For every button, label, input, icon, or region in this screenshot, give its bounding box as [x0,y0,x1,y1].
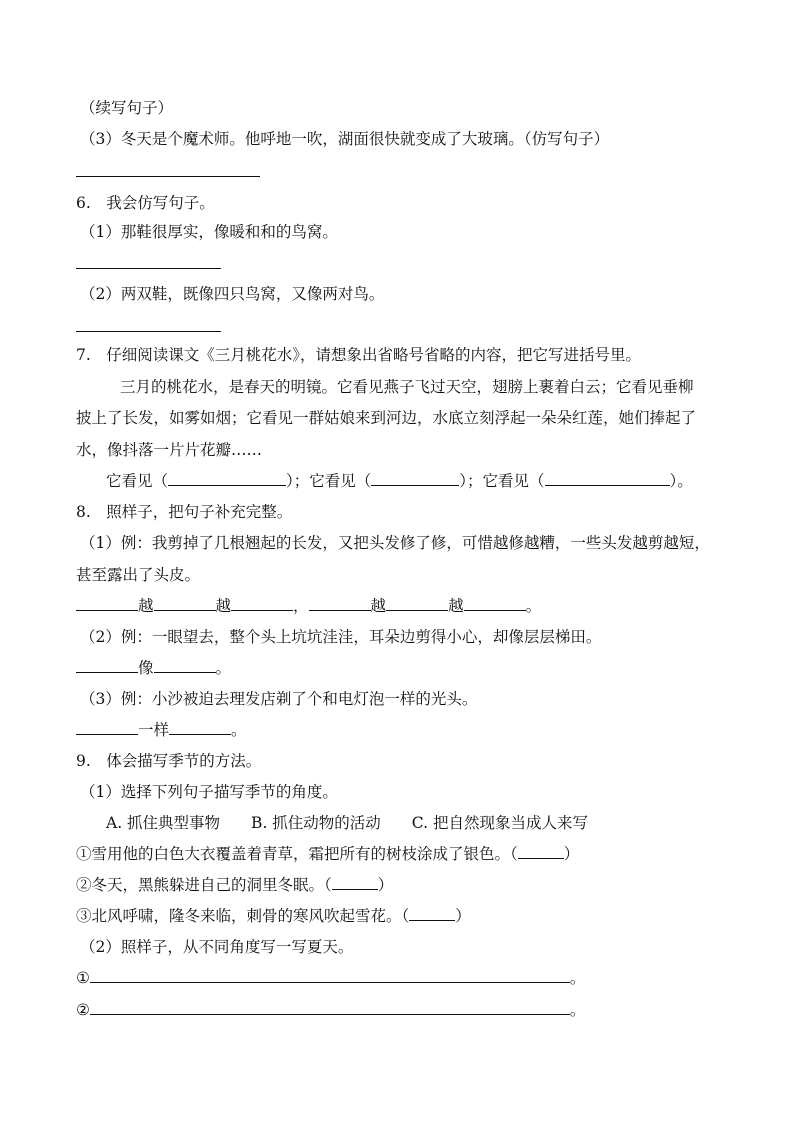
question-5-3: （3）冬天是个魔术师。他呼地一吹，湖面很快就变成了大玻璃。（仿写句子） [80,130,610,148]
answer-line[interactable] [76,176,260,177]
question-8-1-example-cont: 甚至露出了头皮。 [76,566,201,584]
question-8-3-blanks [76,720,247,740]
answer-blank[interactable] [409,906,455,921]
question-9-2-answer-1 [76,968,585,988]
answer-blank[interactable] [231,596,293,611]
question-7-title: 7. 仔细阅读课文《三月桃花水》，请想象出省略号省略的内容，把它写进括号里。 [76,346,642,364]
question-6-2: （2）两双鞋，既像四只鸟窝，又像两对鸟。 [80,285,385,303]
question-9-title: 9. 体会描写季节的方法。 [76,752,262,770]
circled-number: ① [76,969,90,987]
word: 一样 [138,721,170,739]
question-9-item-1 [76,844,579,864]
answer-blank[interactable] [386,596,448,611]
answer-blank[interactable] [464,596,526,611]
word: 越 [448,597,464,615]
circled-number: ② [76,1001,90,1019]
punct: ， [293,597,309,615]
word: 越 [138,597,154,615]
punct: 。 [569,1001,586,1019]
question-6-title: 6. 我会仿写句子。 [76,194,215,212]
question-7-blanks [106,471,693,491]
passage-line: 水，像抖落一片片花瓣…… [76,441,263,459]
passage-line: 披上了长发，如雾如烟；它看见一群姑娘来到河边，水底立刻浮起一朵朵红莲，她们捧起了 [76,409,697,427]
question-9-2-answer-2 [76,1000,585,1020]
item-text: ①雪用他的白色大衣覆盖着青草，霜把所有的树枝涂成了银色。（ [76,845,518,863]
close-paren: ） [563,845,580,863]
punct: 。 [525,597,542,615]
word: 像 [138,659,154,677]
close-paren: ） [455,907,471,925]
blank-prefix: ）；它看见（ [286,472,372,490]
answer-line[interactable] [76,331,221,332]
answer-blank[interactable] [154,596,216,611]
item-text: ②冬天，黑熊躲进自己的洞里冬眠。（ [76,876,332,894]
question-8-2-example: （2）例：一眼望去，整个头上坑坑洼洼，耳朵边剪得小心，却像层层梯田。 [80,628,602,646]
question-9-item-3 [76,906,471,926]
passage-line: 三月的桃花水，是春天的明镜。它看见燕子飞过天空，翅膀上裹着白云；它看见垂柳 [120,378,694,396]
answer-blank[interactable] [545,471,670,486]
question-8-1-blanks [76,596,541,616]
word: 越 [215,597,232,615]
punct: 。 [215,659,232,677]
answer-blank[interactable] [76,658,138,673]
question-8-title: 8. 照样子，把句子补充完整。 [76,503,293,521]
question-9-2: （2）照样子，从不同角度写一写夏天。 [80,938,354,956]
instruction-continue-sentence: （续写句子） [80,99,174,117]
answer-blank[interactable] [90,968,570,983]
item-text: ③北风呼啸，隆冬来临，刺骨的寒风吹起雪花。（ [76,907,410,925]
answer-blank[interactable] [76,596,138,611]
question-9-1: （1）选择下列句子描写季节的角度。 [80,783,338,801]
question-6-1: （1）那鞋很厚实，像暖和和的鸟窝。 [80,223,338,241]
answer-blank[interactable] [90,1000,570,1015]
question-8-1-example: （1）例：我剪掉了几根翘起的长发，又把头发修了修，可惜越修越糟，一些头发越剪越短， [80,534,710,552]
punct: 。 [231,721,247,739]
question-9-options: A. 抓住典型事物 B. 抓住动物的活动 C. 把自然现象当成人来写 [106,814,588,832]
answer-blank[interactable] [76,720,138,735]
answer-blank[interactable] [371,471,459,486]
question-9-item-2 [76,875,393,895]
answer-blank[interactable] [168,471,286,486]
question-8-2-blanks [76,658,231,678]
punct: 。 [569,969,586,987]
question-8-3-example: （3）例：小沙被迫去理发店剃了个和电灯泡一样的光头。 [80,690,478,708]
answer-blank[interactable] [309,596,371,611]
close-paren: ） [377,876,394,894]
word: 越 [370,597,387,615]
answer-blank[interactable] [154,658,216,673]
blank-prefix: ）；它看见（ [459,472,545,490]
answer-line[interactable] [76,268,221,269]
answer-blank[interactable] [332,875,378,890]
blank-prefix: 它看见（ [106,472,169,490]
answer-blank[interactable] [518,844,564,859]
blank-suffix: ）。 [669,472,693,490]
answer-blank[interactable] [169,720,231,735]
